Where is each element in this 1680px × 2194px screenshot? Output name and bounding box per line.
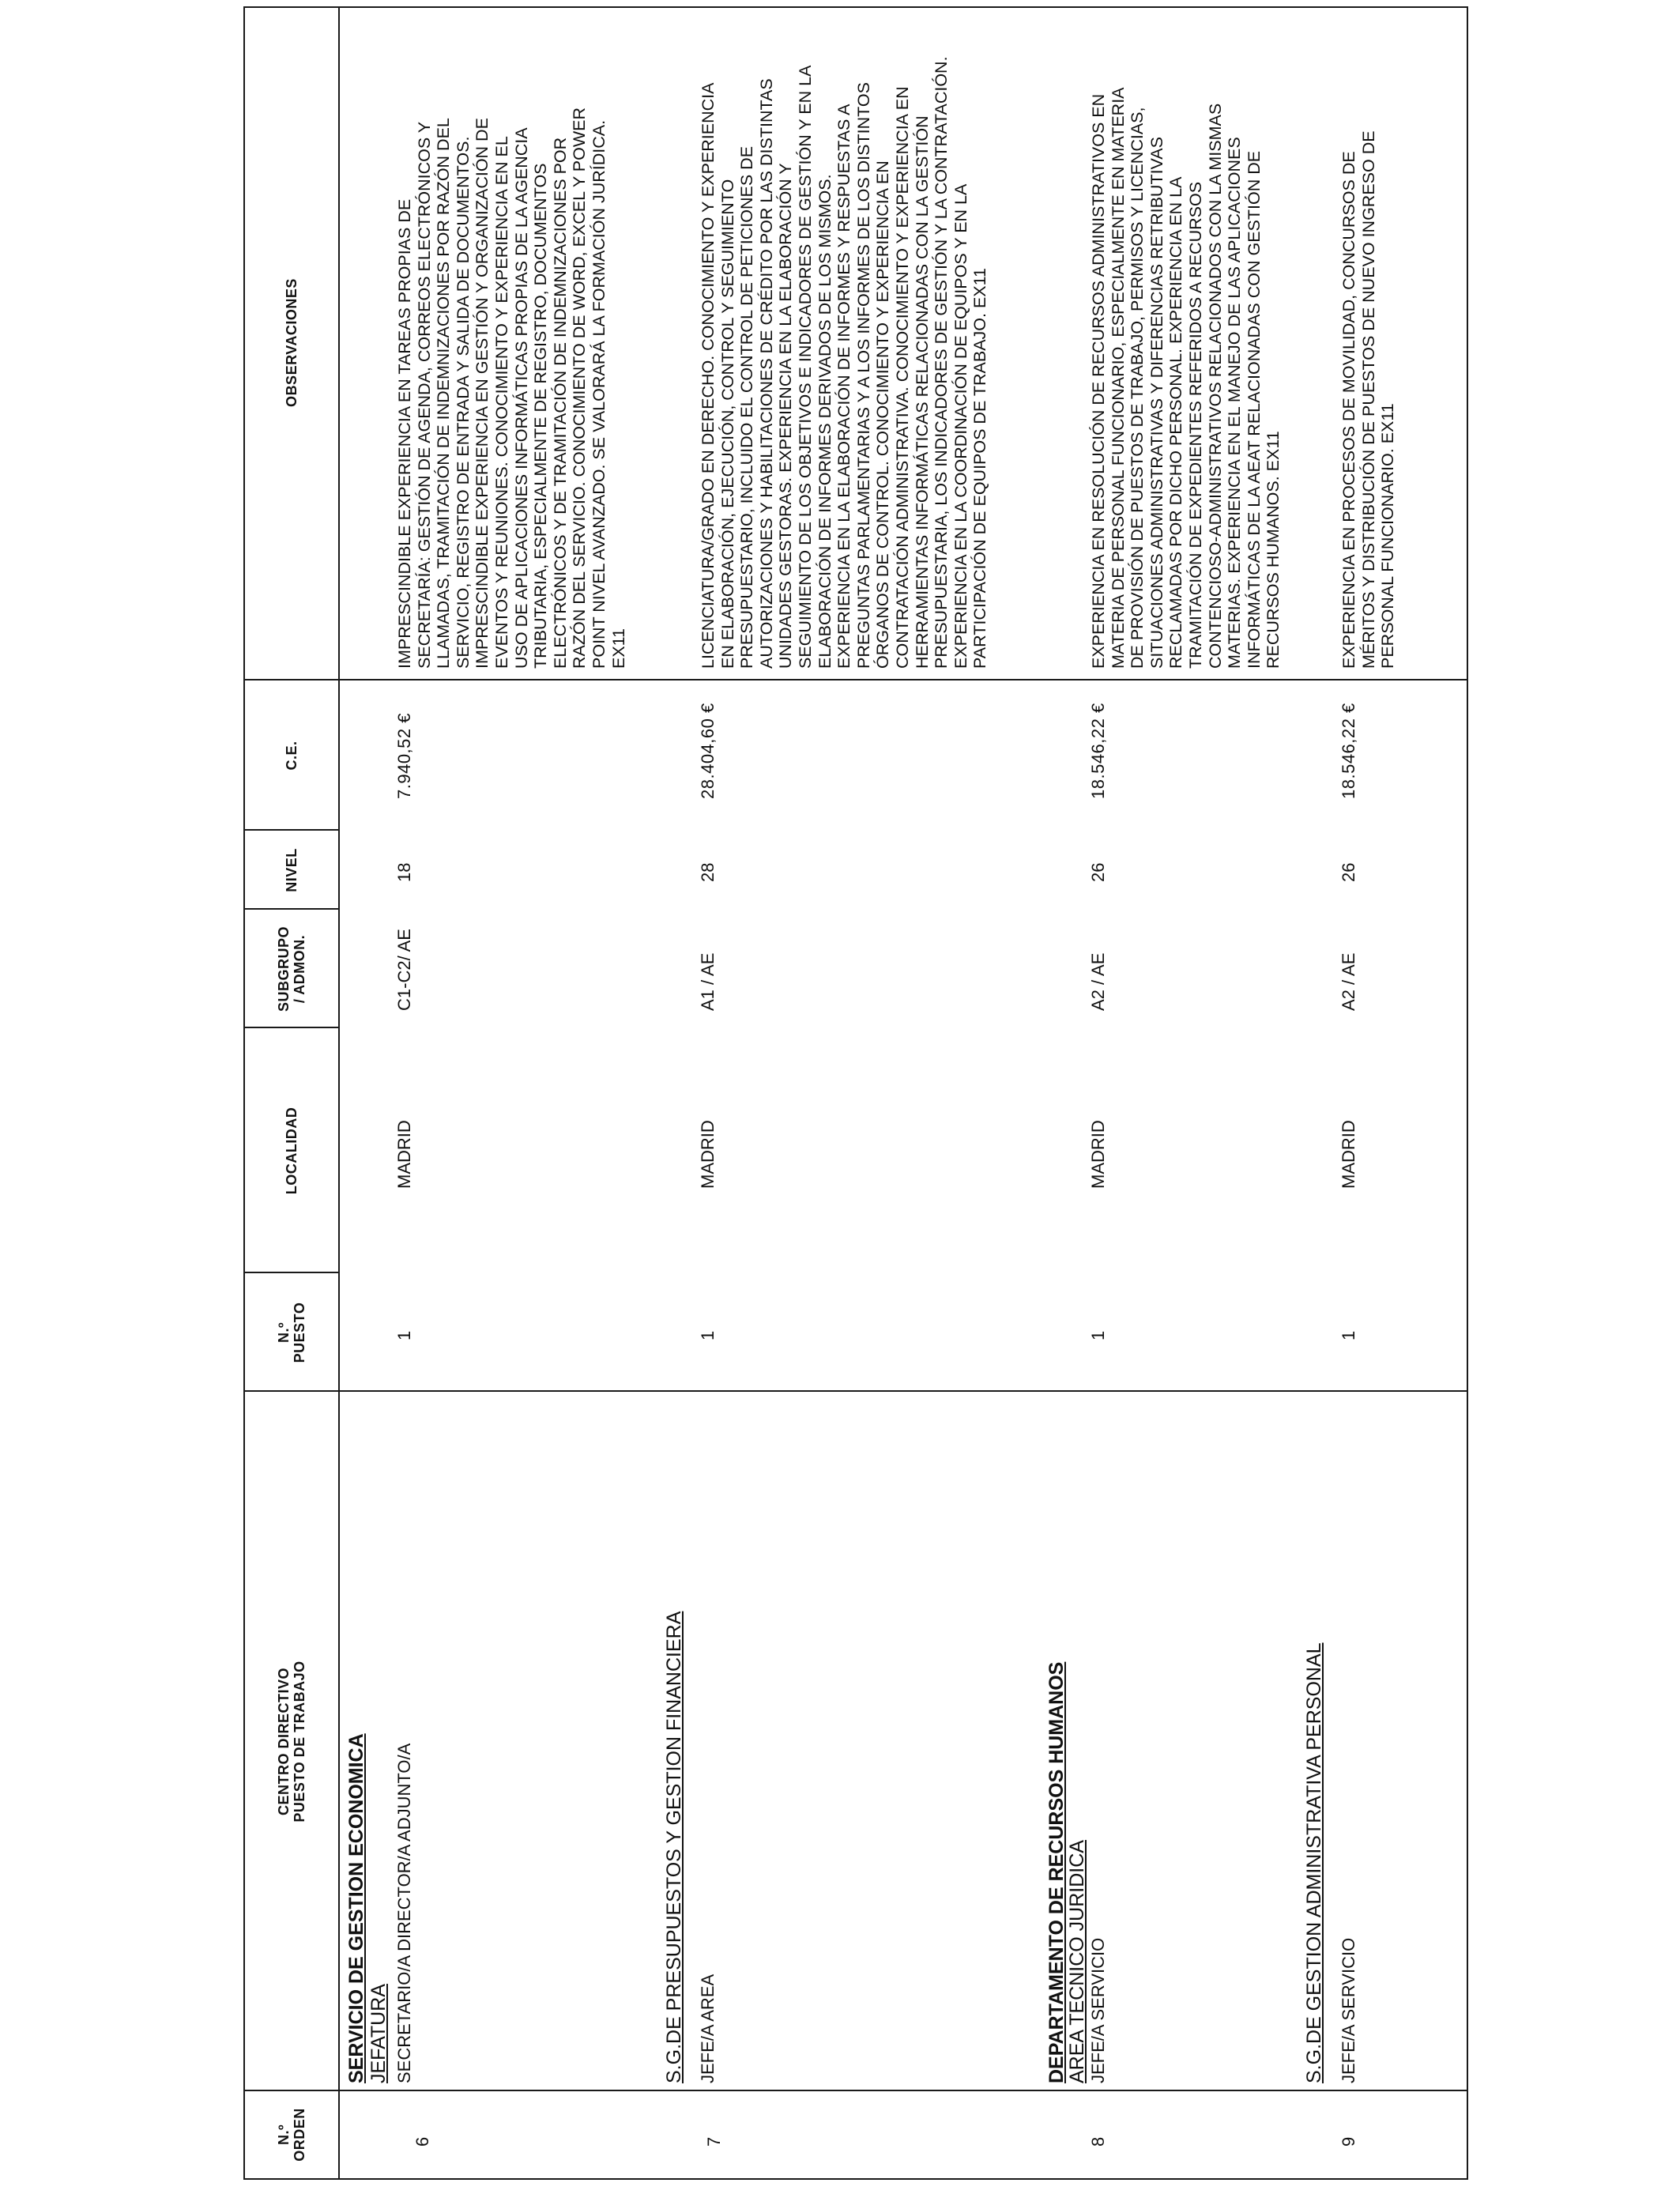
header-nivel: NIVEL bbox=[284, 848, 299, 892]
nivel: 18 bbox=[394, 862, 414, 882]
localidad: MADRID bbox=[1088, 1120, 1108, 1189]
header-localidad: LOCALIDAD bbox=[284, 1106, 299, 1195]
localidad: MADRID bbox=[394, 1120, 414, 1189]
complemento-especifico: 18.546,22 € bbox=[1088, 703, 1108, 799]
observaciones-text: EXPERIENCIA EN PROCESOS DE MOVILIDAD, CONCURSOS DE MÉRITOS Y DISTRIBUCIÓN DE PUESTOS DE NUEVO INGRESO DE PERSONAL FUNCIONARIO. EX11 bbox=[1339, 130, 1398, 669]
section-heading: S.G.DE GESTION ADMINISTRATIVA PERSONAL bbox=[1303, 1642, 1325, 2083]
puesto-trabajo: JEFE/A SERVICIO bbox=[1339, 1937, 1358, 2083]
header-puesto: N.º PUESTO bbox=[276, 1302, 307, 1363]
orden-cell: 8 bbox=[1088, 2136, 1108, 2147]
section-subheading: JEFATURA bbox=[367, 1984, 390, 2083]
complemento-especifico: 18.546,22 € bbox=[1339, 703, 1358, 799]
observaciones-text: LICENCIATURA/GRADO EN DERECHO. CONOCIMIENTO Y EXPERIENCIA EN ELABORACIÓN, EJECUCIÓN, CONTROL Y SEGUIMIENTO PRESUPUESTARIO, INCLUIDO EL CONTROL DE PETICIONES DE AUTORIZACIONES Y HABILITACIONES DE CRÉDITO POR LAS DISTINTAS UNIDADES GESTORAS. EXPERIENCIA EN LA ELABORACIÓN Y SEGUIMIENTO DE LOS OBJETIVOS E INDICADORES DE GESTIÓN Y EN LA ELABORACIÓN DE INFORMES DERIVADOS DE LOS MISMOS. EXPERIENCIA EN LA ELABORACIÓN DE INFORMES Y RESPUESTAS A PREGUNTAS PARLAMENTARIAS Y A LOS INFORMES DE LOS DISTINTOS ÓRGANOS DE CONTROL. CONOCIMIENTO Y EXPERIENCIA EN CONTRATACIÓN ADMINISTRATIVA. CONOCIMIENTO Y EXPERIENCIA EN HERRAMIENTAS INFORMÁTICAS RELACIONADAS CON LA GESTIÓN PRESUPUESTARIA, LOS INDICADORES DE GESTIÓN Y LA CONTRATACIÓN. EXPERIENCIA EN LA COORDINACIÓN DE EQUIPOS Y EN LA PARTICIPACIÓN DE EQUIPOS DE TRABAJO. EX11 bbox=[699, 56, 990, 669]
section-heading: SERVICIO DE GESTION ECONOMICA bbox=[345, 1733, 367, 2083]
header-observaciones: OBSERVACIONES bbox=[284, 278, 299, 407]
puesto-trabajo: JEFE/A AREA bbox=[698, 1973, 718, 2083]
header-subgrupo: SUBGRUPO / ADMON. bbox=[276, 926, 307, 1012]
col-sep-orden bbox=[338, 2090, 1468, 2091]
localidad: MADRID bbox=[698, 1120, 718, 1189]
observaciones-text: EXPERIENCIA EN RESOLUCIÓN DE RECURSOS ADMINISTRATIVOS EN MATERIA DE PERSONAL FUNCIONARIO, ESPECIALMENTE EN MATERIA DE PROVISIÓN DE PUESTOS DE TRABAJO, PERMISOS Y LICENCIAS, SITUACIONES ADMINISTRATIVAS Y DIFERENCIAS RETRIBUTIVAS RECLAMADAS POR DICHO PERSONAL. EXPERIENCIA EN LA TRAMITACIÓN DE EXPEDIENTES REFERIDOS A RECURSOS CONTENCIOSO-ADMINISTRATIVOS RELACIONADOS CON LA MISMAS MATERIAS. EXPERIENCIA EN EL MANEJO DE LAS APLICACIONES INFORMÁTICAS DE LA AEAT RELACIONADAS CON GESTIÓN DE RECURSOS HUMANOS. EX11 bbox=[1089, 87, 1283, 669]
col-sep-ce bbox=[338, 679, 1468, 680]
nivel: 26 bbox=[1339, 862, 1358, 882]
puesto-trabajo: SECRETARIO/A DIRECTOR/A ADJUNTO/A bbox=[394, 1743, 414, 2083]
header-ce: C.E. bbox=[284, 741, 299, 771]
complemento-especifico: 7.940,52 € bbox=[394, 713, 414, 799]
orden-cell: 9 bbox=[1339, 2136, 1358, 2147]
complemento-especifico: 28.404,60 € bbox=[698, 703, 718, 799]
num-puesto: 1 bbox=[394, 1330, 414, 1340]
header-centro: CENTRO DIRECTIVO PUESTO DE TRABAJO bbox=[276, 1661, 307, 1823]
puesto-trabajo: JEFE/A SERVICIO bbox=[1088, 1937, 1108, 2083]
col-sep-centro bbox=[338, 1390, 1468, 1392]
table-frame bbox=[243, 6, 1468, 2180]
section-subheading: AREA TECNICO JURIDICA bbox=[1066, 1840, 1088, 2083]
section-heading: S.G.DE PRESUPUESTOS Y GESTION FINANCIERA bbox=[663, 1611, 685, 2083]
localidad: MADRID bbox=[1339, 1120, 1358, 1189]
orden-cell: 6 bbox=[412, 2136, 432, 2147]
num-puesto: 1 bbox=[1088, 1330, 1108, 1340]
observaciones-text: IMPRESCINDIBLE EXPERIENCIA EN TAREAS PROPIAS DE SECRETARÍA: GESTIÓN DE AGENDA, CORREOS ELECTRÓNICOS Y LLAMADAS, TRAMITACIÓN DE INDEMNIZACIONES POR RAZÓN DEL SERVICIO, REGISTRO DE ENTRADA Y SALIDA DE DOCUMENTOS. IMPRESCINDIBLE EXPERIENCIA EN GESTIÓN Y ORGANIZACIÓN DE EVENTOS Y REUNIONES. CONOCIMIENTO Y EXPERIENCIA EN EL USO DE APLICACIONES INFORMÁTICAS PROPIAS DE LA AGENCIA TRIBUTARIA, ESPECIALMENTE DE REGISTRO, DOCUMENTOS ELECTRÓNICOS Y DE TRAMITACIÓN DE INDEMNIZACIONES POR RAZÓN DEL SERVICIO. CONOCIMIENTO DE WORD, EXCEL Y POWER POINT NIVEL AVANZADO. SE VALORARÁ LA FORMACIÓN JURÍDICA. EX11 bbox=[395, 107, 628, 669]
subgrupo: A2 / AE bbox=[1088, 952, 1108, 1011]
header-separator bbox=[338, 8, 340, 2178]
subgrupo: C1-C2/ AE bbox=[394, 929, 414, 1011]
num-puesto: 1 bbox=[698, 1330, 718, 1340]
rotated-table bbox=[243, 0, 1468, 2194]
nivel: 26 bbox=[1088, 862, 1108, 882]
subgrupo: A2 / AE bbox=[1339, 952, 1358, 1011]
num-puesto: 1 bbox=[1339, 1330, 1358, 1340]
subgrupo: A1 / AE bbox=[698, 952, 718, 1011]
nivel: 28 bbox=[698, 862, 718, 882]
header-orden: N.º ORDEN bbox=[276, 2108, 307, 2162]
orden-cell: 7 bbox=[704, 2136, 724, 2147]
section-heading: DEPARTAMENTO DE RECURSOS HUMANOS bbox=[1045, 1661, 1068, 2083]
